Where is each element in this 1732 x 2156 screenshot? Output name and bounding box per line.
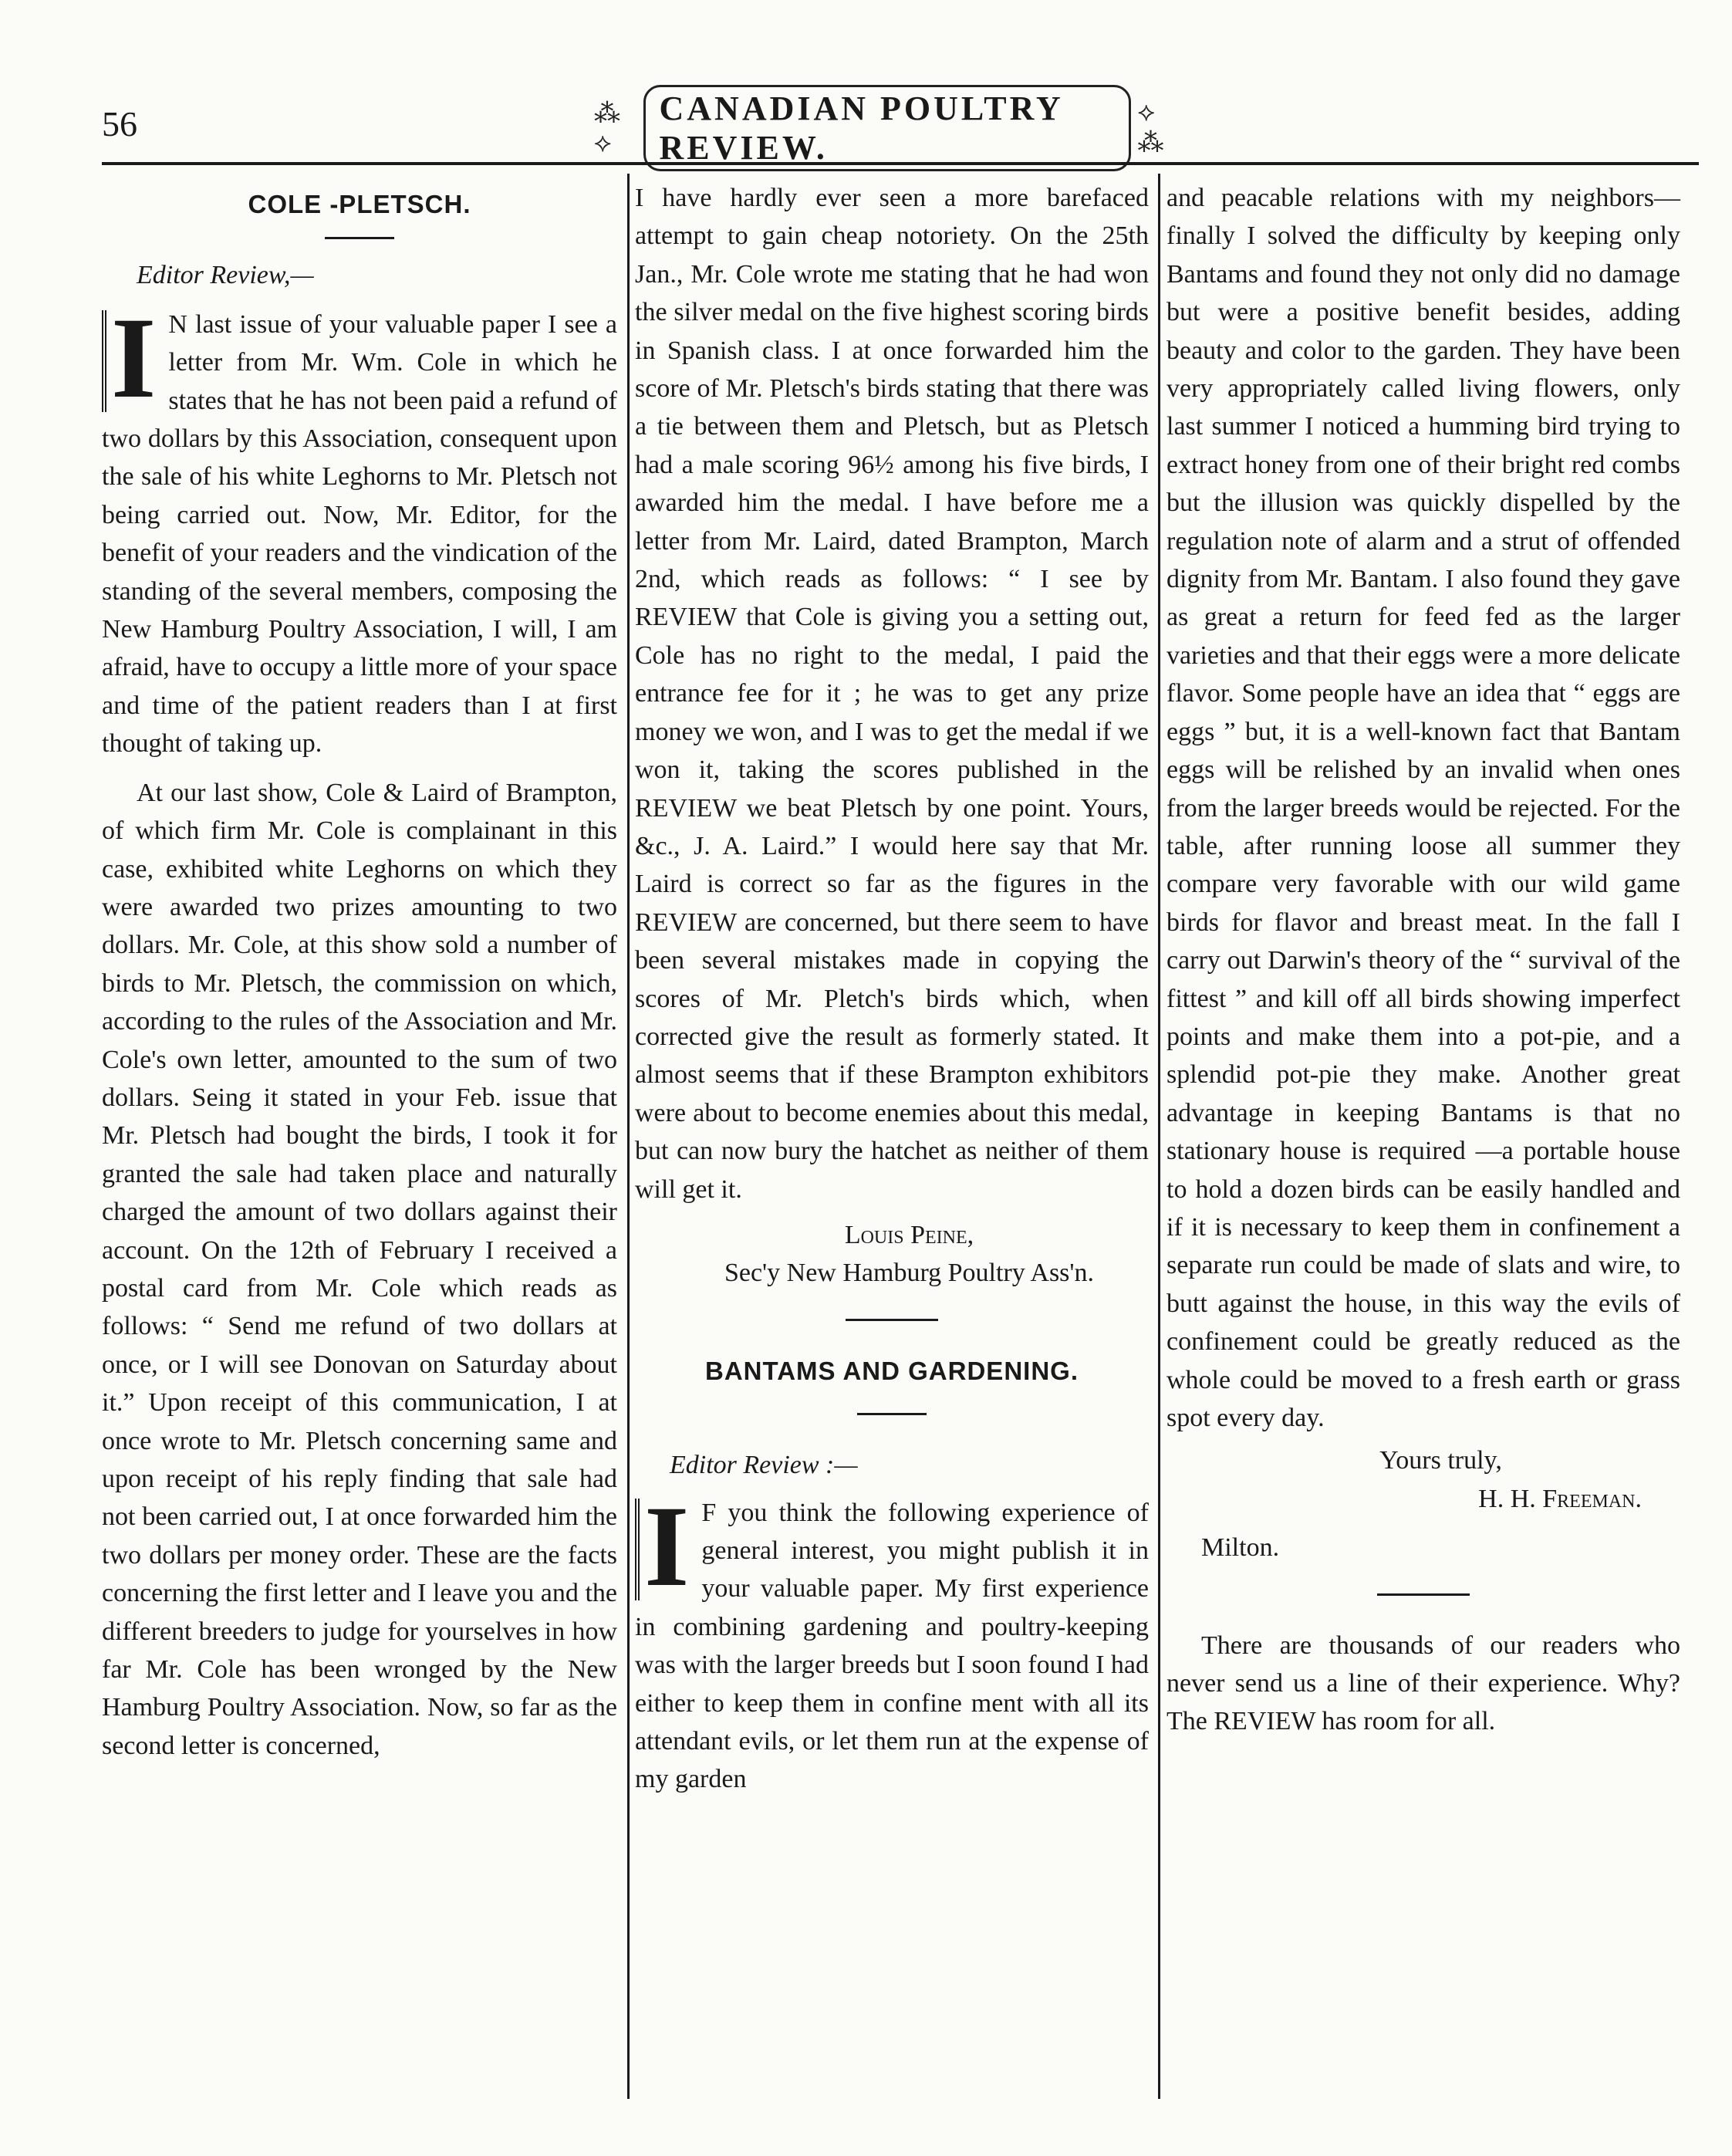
paragraph: At our last show, Cole & Laird of Brampton, of which firm Mr. Cole is complainant in this case, exhibited white Leghorns on which they were awarded two prizes amounting to two dollars. Mr. Cole, at this show sold a number of birds to Mr. Pletsch, the commission on which, according to the rules of the Association and Mr. Cole's own letter, amounted to the sum of two dollars. Seing it stated in your Feb. issue that Mr. Pletsch had bought the birds, I took it for granted the sale had taken place and naturally charged the amount of two dollars against their account. On the 12th of February I received a postal card from Mr. Cole which reads as follows: “ Send me refund of two dollars at once, or I will see Donovan on Saturday about it.” Upon receipt of this communication, I at once wrote to Mr. Pletsch concerning same and upon receipt of his reply finding that sale had not been carried out, I at once forwarded him the two dollars per money order. These are the facts concerning the first letter and I leave you and the different breeders to judge for yourselves in how far Mr. Cole has been wronged by the New Hamburg Poultry Association. Now, so far as the second letter is concerned, [102, 778, 617, 1760]
salutation: Editor Review,— [137, 261, 314, 290]
paragraph: and peacable relations with my neighbors—finally I solved the difficulty by keeping only Bantams and found they not only did no damage but were a positive benefit besides, adding beauty and color to the garden. They have been very appropriately called living flowers, only last summer I noticed a humming bird trying to extract honey from one of their bright red combs but the illusion was quickly dispelled by the regulation note of alarm and a strut of offended dignity from Mr. Bantam. I also found they gave as great a return for feed fed as the larger varieties and that their eggs were a more delicate flavor. Some people have an idea that “ eggs are eggs ” but, it is a well-known fact that Bantam eggs will be relished by an invalid when ones from the larger breeds would be rejected. For the table, after running loose all summer they compare very favorable with our wild game birds for flavor and breast meat. In the fall I carry out Darwin's theory of the “ survival of the fittest ” and kill off all birds showing imperfect points and make them into a pot-pie, and a splendid pot-pie they make. Another great advantage in keeping Bantams is that no stationary house is required —a portable house to hold a dozen birds can be easily handled and if it is necessary to keep them in confinement a separate run could be made of slats and wire, to butt against the house, in this way the evils of confinement could be greatly reduced as the whole could be moved to a fresh earth or grass spot every day. [1166, 184, 1680, 1432]
drop-cap: I [102, 310, 156, 412]
heading-rule [325, 237, 394, 239]
masthead-ornament-left: ⁂ ⟡ [594, 100, 622, 157]
signature-title: Sec'y New Hamburg Poultry Ass'n. [724, 1259, 1095, 1288]
signature-place: Milton. [1201, 1533, 1280, 1563]
article-heading-bantams: BANTAMS AND GARDENING. [705, 1356, 1079, 1385]
paragraph: I have hardly ever seen a more barefaced attempt to gain cheap notoriety. On the 25th Jan., Mr. Cole wrote me stating that he had won the silver medal on the five highest scoring birds in Spanish class. I at once forwarded him the score of Mr. Pletsch's birds stating that there was a tie between them and Pletsch, but as Pletsch had a male scoring 96½ among his five birds, I awarded him the medal. I have before me a letter from Mr. Laird, dated Brampton, March 2nd, which reads as follows: “ I see by REVIEW that Cole is giving you a setting out, Cole has no right to the medal, I paid the entrance fee for it ; he was to get any prize money we won, and I was to get the medal if we won it, taking the scores published in the REVIEW we beat Pletsch by one point. Yours, &c., J. A. Laird.” I would here say that Mr. Laird is correct so far as the figures in the REVIEW are concerned, but there seem to have been several mistakes made in copying the scores of Mr. Pletch's birds which, when corrected give the result as formerly stated. It almost seems that if these Brampton exhibitors were about to become enemies about this medal, but can now bury the hatchet as neither of them will get it. [635, 184, 1149, 1204]
article-heading-cole-pletsch: COLE -PLETSCH. [248, 190, 471, 218]
masthead-ornament-right: ⟡ ⁂ [1137, 98, 1166, 157]
paragraph-text: N last issue of your valuable paper I see a letter from Mr. Wm. Cole in which he states that he has not been paid a refund of two dollars by this Association, consequent upon the sale of his white Leghorns to Mr. Pletsch not being carried out. Now, Mr. Editor, for the benefit of your readers and the vindication of the standing of the several members, composing the New Hamburg Poultry Association, I will, I am afraid, have to occupy a little more of your space and time of the patient readers than I at first thought of taking up. [102, 309, 617, 759]
signature-name: Louis Peine, [844, 1220, 974, 1249]
heading-rule [857, 1413, 927, 1415]
paragraph [102, 293, 617, 763]
column-rule-2 [1158, 174, 1160, 2099]
section-rule [1377, 1593, 1470, 1596]
column-rule-1 [627, 174, 630, 2099]
salutation: Editor Review :— [670, 1451, 858, 1480]
masthead [594, 90, 1180, 167]
editorial-note: There are thousands of our readers who never send us a line of their experience. Why? The REVIEW has room for all. [1166, 1631, 1680, 1736]
closing: Yours truly, [1379, 1446, 1502, 1475]
column-1 [102, 179, 617, 1765]
paragraph-text: F you think the following experience of general interest, you might publish it in your valuable paper. My first experience in combining gardening and poultry-keeping was with the larger breeds but I soon found I had either to keep them in confine ment with all its attendant evils, or let them run at the expense of my garden [635, 1498, 1149, 1794]
header-rule [102, 162, 1699, 165]
signature-name: H. H. Freeman. [1478, 1484, 1642, 1513]
masthead-title: CANADIAN POULTRY REVIEW. [643, 85, 1132, 171]
column-2 [635, 179, 1149, 1799]
column-3 [1166, 179, 1680, 1741]
section-rule [846, 1319, 938, 1321]
drop-cap: I [635, 1499, 689, 1600]
page-number: 56 [102, 104, 137, 144]
paragraph [635, 1482, 1149, 1799]
